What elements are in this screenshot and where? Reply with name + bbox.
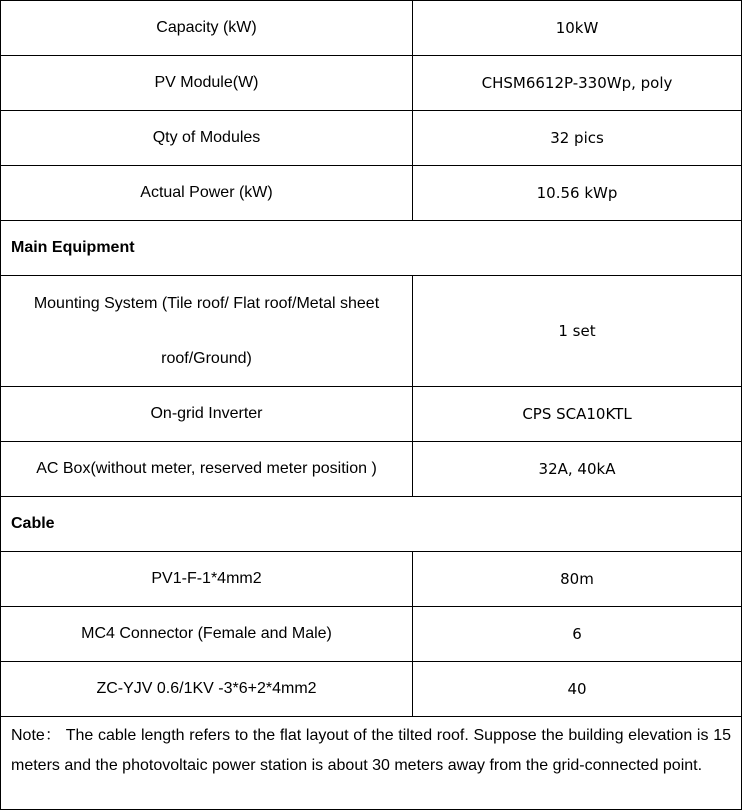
- note-row: [1, 717, 742, 810]
- table-row: [1, 166, 742, 221]
- section-row: [1, 221, 742, 276]
- table-row: [1, 607, 742, 662]
- row-value: CPS SCA10KTL: [413, 387, 742, 442]
- row-label: MC4 Connector (Female and Male): [1, 607, 413, 662]
- row-label: AC Box(without meter, reserved meter position ): [1, 442, 413, 497]
- row-value: 80m: [413, 552, 742, 607]
- row-value: CHSM6612P-330Wp, poly: [413, 56, 742, 111]
- table-row: [1, 56, 742, 111]
- row-label: PV Module(W): [1, 56, 413, 111]
- table-row: [1, 387, 742, 442]
- row-value: 10kW: [413, 1, 742, 56]
- table-row: [1, 552, 742, 607]
- section-heading-main-equipment: Main Equipment: [1, 221, 742, 276]
- row-value: 10.56 kWp: [413, 166, 742, 221]
- table-row: [1, 442, 742, 497]
- table-row: [1, 111, 742, 166]
- row-value: 40: [413, 662, 742, 717]
- table-row: [1, 1, 742, 56]
- table-row: [1, 276, 742, 387]
- section-heading-cable: Cable: [1, 497, 742, 552]
- row-label: PV1-F-1*4mm2: [1, 552, 413, 607]
- section-row: [1, 497, 742, 552]
- row-label: ZC-YJV 0.6/1KV -3*6+2*4mm2: [1, 662, 413, 717]
- row-value: 32A, 40kA: [413, 442, 742, 497]
- row-label: Capacity (kW): [1, 1, 413, 56]
- note-text: Note： The cable length refers to the flat layout of the tilted roof. Suppose the building elevation is 15 meters and the photovoltaic power station is about 30 meters away from the grid-connected point.: [1, 717, 742, 810]
- row-value: 32 pics: [413, 111, 742, 166]
- row-label: Mounting System (Tile roof/ Flat roof/Metal sheet roof/Ground): [1, 276, 413, 387]
- row-value: 1 set: [413, 276, 742, 387]
- row-label: Actual Power (kW): [1, 166, 413, 221]
- table-row: [1, 662, 742, 717]
- row-value: 6: [413, 607, 742, 662]
- row-label: Qty of Modules: [1, 111, 413, 166]
- row-label: On-grid Inverter: [1, 387, 413, 442]
